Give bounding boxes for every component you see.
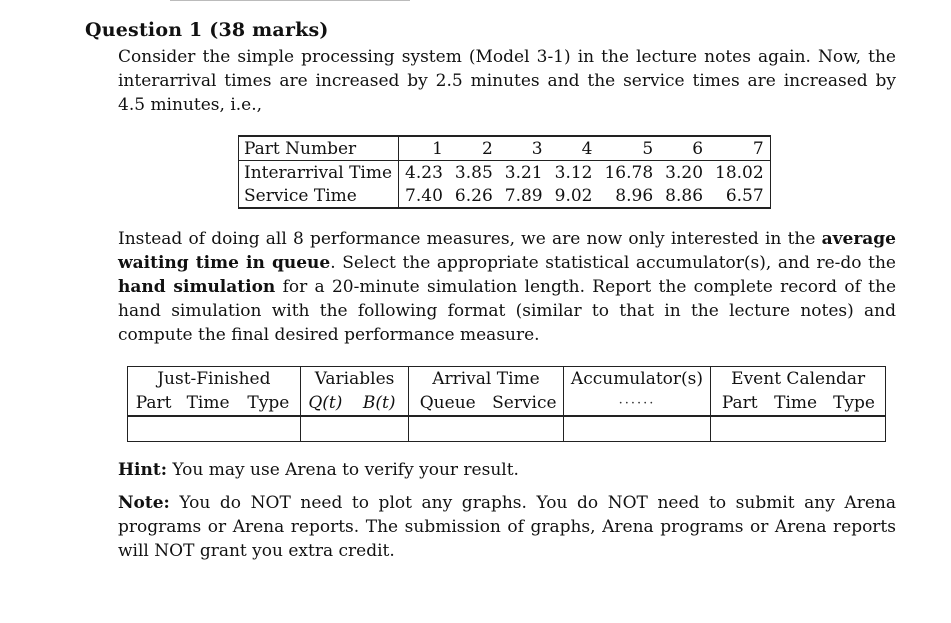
part-number-cell: 4 [549, 136, 599, 161]
format-blank-row [128, 416, 886, 442]
value-cell: 3.20 [665, 162, 704, 183]
blank-cell [563, 416, 711, 442]
event-calendar-header: Event Calendar [711, 367, 886, 392]
part-number-cell: 7 [709, 136, 770, 161]
value-cell: 16.78 [604, 162, 654, 183]
accumulator-dots: ······ [563, 391, 711, 416]
row-label: Interarrival Time [239, 161, 399, 185]
interarrival-row [239, 161, 771, 185]
value-cell: 7.89 [504, 185, 543, 206]
part-number-cell: 5 [598, 136, 659, 161]
blank-cell [711, 416, 886, 442]
instructions-emphasis: hand simulation [118, 277, 276, 297]
part-number-cell: 6 [659, 136, 709, 161]
part-number-cell: 2 [449, 136, 499, 161]
var-b-label: B(t) [362, 393, 396, 413]
value-cell: 6.57 [725, 185, 764, 206]
blank-cell [300, 416, 409, 442]
format-group-header-row [128, 367, 886, 392]
question-title: Question 1 (38 marks) [85, 19, 329, 41]
ec-time-header: Time [768, 391, 823, 416]
part-number-cell: 1 [399, 136, 449, 161]
part-number-header: Part Number [239, 136, 399, 161]
arrival-time-header: Arrival Time [409, 367, 563, 392]
hint-text: You may use Arena to verify your result. [167, 460, 519, 480]
value-cell: 3.21 [504, 162, 543, 183]
note-paragraph [118, 491, 896, 563]
var-b-header [350, 391, 409, 416]
value-cell: 3.85 [454, 162, 493, 183]
hand-simulation-format-table [127, 366, 886, 442]
arr-queue-header: Queue [409, 391, 486, 416]
value-cell: 8.96 [615, 185, 654, 206]
value-cell: 6.26 [454, 185, 493, 206]
instructions-text: for a 20-minute simulation length. Report the complete record of the hand simulation with the following format (similar to that in the lecture notes) and compute the final desired performance measure. [118, 277, 897, 345]
page-top-rule [170, 0, 410, 3]
service-row [239, 184, 771, 208]
variables-header: Variables [300, 367, 409, 392]
value-cell: 9.02 [554, 185, 593, 206]
value-cell: 4.23 [405, 162, 443, 183]
arr-service-header: Service [486, 391, 563, 416]
part-number-row [239, 136, 771, 161]
hint-label: Hint: [118, 460, 168, 480]
instructions-emphasis: average waiting time in queue [118, 229, 896, 273]
note-text: You do NOT need to plot any graphs. You do NOT need to submit any Arena programs or Arena reports. The submission of graphs, Arena programs or Arena reports will NOT grant you extra credit. [118, 493, 896, 561]
note-label: Note: [118, 493, 170, 513]
ec-part-header: Part [711, 391, 768, 416]
just-finished-header: Just-Finished [128, 367, 301, 392]
row-label: Service Time [239, 184, 399, 208]
blank-cell [409, 416, 563, 442]
value-cell: 18.02 [715, 162, 764, 183]
var-q-header [300, 391, 350, 416]
instructions-text: Instead of doing all 8 performance measures, we are now only interested in the [118, 229, 822, 249]
var-q-label: Q(t) [308, 393, 343, 413]
jf-type-header: Type [237, 391, 300, 416]
ec-type-header: Type [823, 391, 885, 416]
value-cell: 8.86 [665, 185, 704, 206]
instructions-paragraph [118, 227, 896, 347]
intro-paragraph: Consider the simple processing system (Model 3-1) in the lecture notes again. Now, the interarrival times are increased by 2.5 minutes and the service times are increased by 4.5 minutes, i.e., [118, 47, 896, 115]
jf-time-header: Time [179, 391, 237, 416]
format-subheader-row [128, 391, 886, 416]
hint-paragraph [118, 458, 896, 482]
value-cell: 3.12 [554, 162, 593, 183]
instructions-text: . Select the appropriate statistical accumulator(s), and re-do the [330, 253, 896, 273]
accumulators-header: Accumulator(s) [563, 367, 711, 392]
value-cell: 7.40 [405, 185, 443, 206]
interarrival-service-table [238, 135, 771, 209]
blank-cell [128, 416, 301, 442]
jf-part-header: Part [128, 391, 180, 416]
part-number-cell: 3 [499, 136, 549, 161]
